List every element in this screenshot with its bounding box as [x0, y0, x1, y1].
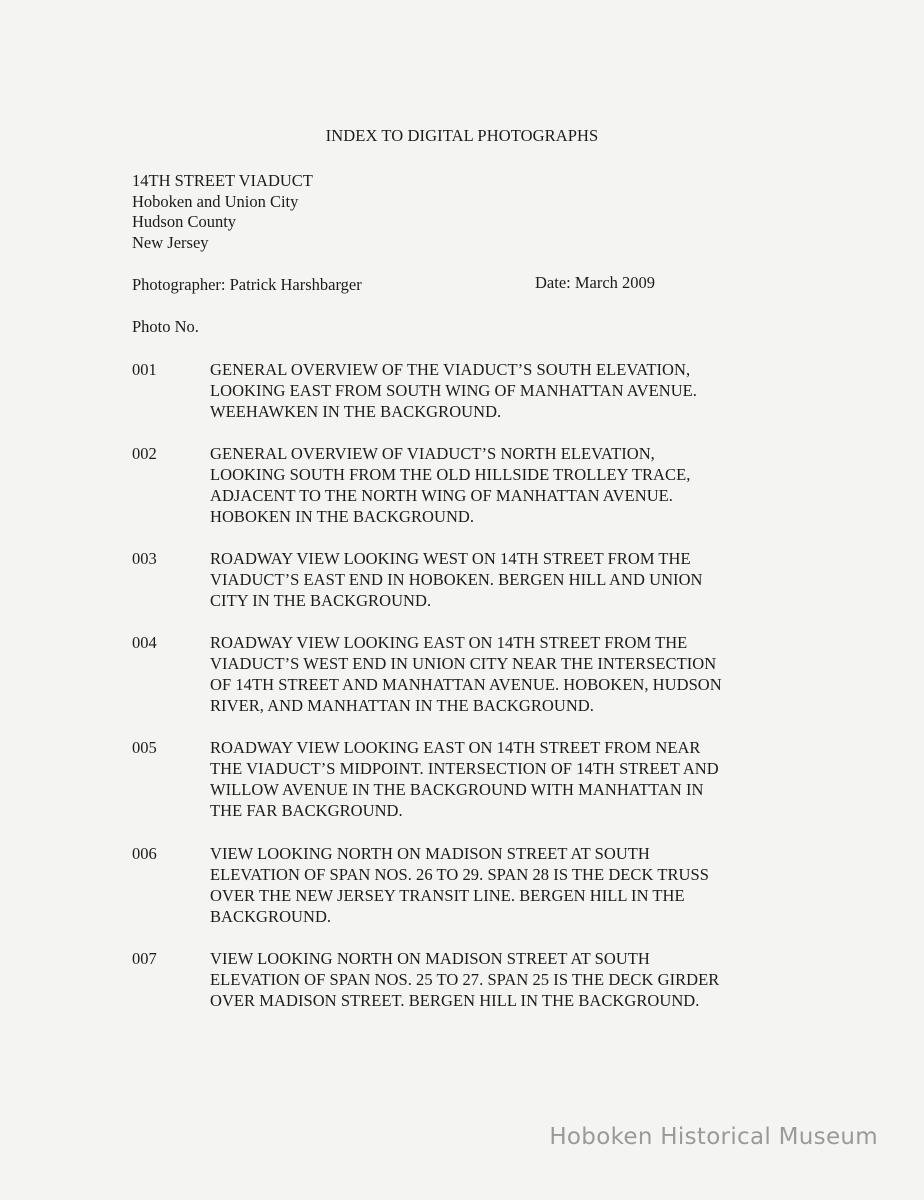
photographer-label: Photographer: Patrick Harshbarger: [132, 275, 362, 294]
photo-number-header: Photo No.: [132, 317, 199, 336]
photo-number: 002: [132, 444, 157, 463]
photo-description: [210, 843, 810, 927]
photo-number: 004: [132, 633, 157, 652]
description-line: VIADUCT’S WEST END IN UNION CITY NEAR THE INTERSECTION: [210, 654, 717, 673]
photo-description: [210, 548, 810, 611]
photo-description: [210, 443, 810, 527]
description-line: ROADWAY VIEW LOOKING EAST ON 14TH STREET FROM THE: [210, 633, 688, 652]
description-line: WEEHAWKEN IN THE BACKGROUND.: [210, 402, 502, 421]
description-line: VIEW LOOKING NORTH ON MADISON STREET AT SOUTH: [210, 949, 650, 968]
photo-description: [210, 632, 810, 716]
description-line: RIVER, AND MANHATTAN IN THE BACKGROUND.: [210, 696, 594, 715]
document-title: INDEX TO DIGITAL PHOTOGRAPHS: [325, 126, 599, 145]
description-line: ROADWAY VIEW LOOKING WEST ON 14TH STREET FROM THE: [210, 549, 691, 568]
photo-number: 006: [132, 844, 157, 863]
description-line: WILLOW AVENUE IN THE BACKGROUND WITH MANHATTAN IN: [210, 780, 704, 799]
photo-description: [210, 948, 810, 1011]
description-line: ELEVATION OF SPAN NOS. 26 TO 29. SPAN 28 IS THE DECK TRUSS: [210, 865, 709, 884]
description-line: THE VIADUCT’S MIDPOINT. INTERSECTION OF 14TH STREET AND: [210, 759, 719, 778]
description-line: GENERAL OVERVIEW OF VIADUCT’S NORTH ELEVATION,: [210, 444, 655, 463]
description-line: VIADUCT’S EAST END IN HOBOKEN. BERGEN HILL AND UNION: [210, 570, 703, 589]
photo-number: 005: [132, 738, 157, 757]
description-line: OVER MADISON STREET. BERGEN HILL IN THE BACKGROUND.: [210, 991, 700, 1010]
photo-description: [210, 737, 810, 821]
description-line: HOBOKEN IN THE BACKGROUND.: [210, 507, 475, 526]
description-line: THE FAR BACKGROUND.: [210, 801, 403, 820]
description-line: ELEVATION OF SPAN NOS. 25 TO 27. SPAN 25 IS THE DECK GIRDER: [210, 970, 720, 989]
address-line: 14TH STREET VIADUCT: [132, 171, 313, 190]
address-line: Hoboken and Union City: [132, 191, 299, 211]
address-block: [132, 171, 313, 253]
address-line: New Jersey: [132, 232, 209, 252]
description-line: ADJACENT TO THE NORTH WING OF MANHATTAN AVENUE.: [210, 486, 673, 505]
description-line: ROADWAY VIEW LOOKING EAST ON 14TH STREET FROM NEAR: [210, 738, 701, 757]
photo-number: 003: [132, 549, 157, 568]
description-line: GENERAL OVERVIEW OF THE VIADUCT’S SOUTH ELEVATION,: [210, 360, 691, 379]
description-line: OF 14TH STREET AND MANHATTAN AVENUE. HOBOKEN, HUDSON: [210, 675, 722, 694]
photo-description: [210, 359, 810, 422]
museum-watermark: Hoboken Historical Museum: [549, 1124, 878, 1150]
description-line: VIEW LOOKING NORTH ON MADISON STREET AT SOUTH: [210, 844, 650, 863]
description-line: OVER THE NEW JERSEY TRANSIT LINE. BERGEN HILL IN THE: [210, 886, 685, 905]
description-line: BACKGROUND.: [210, 907, 332, 926]
address-line: Hudson County: [132, 212, 237, 231]
description-line: CITY IN THE BACKGROUND.: [210, 591, 432, 610]
description-line: LOOKING SOUTH FROM THE OLD HILLSIDE TROLLEY TRACE,: [210, 465, 691, 484]
photo-number: 001: [132, 360, 157, 379]
description-line: LOOKING EAST FROM SOUTH WING OF MANHATTAN AVENUE.: [210, 381, 697, 400]
photo-number: 007: [132, 949, 157, 968]
date-label: Date: March 2009: [535, 273, 656, 292]
